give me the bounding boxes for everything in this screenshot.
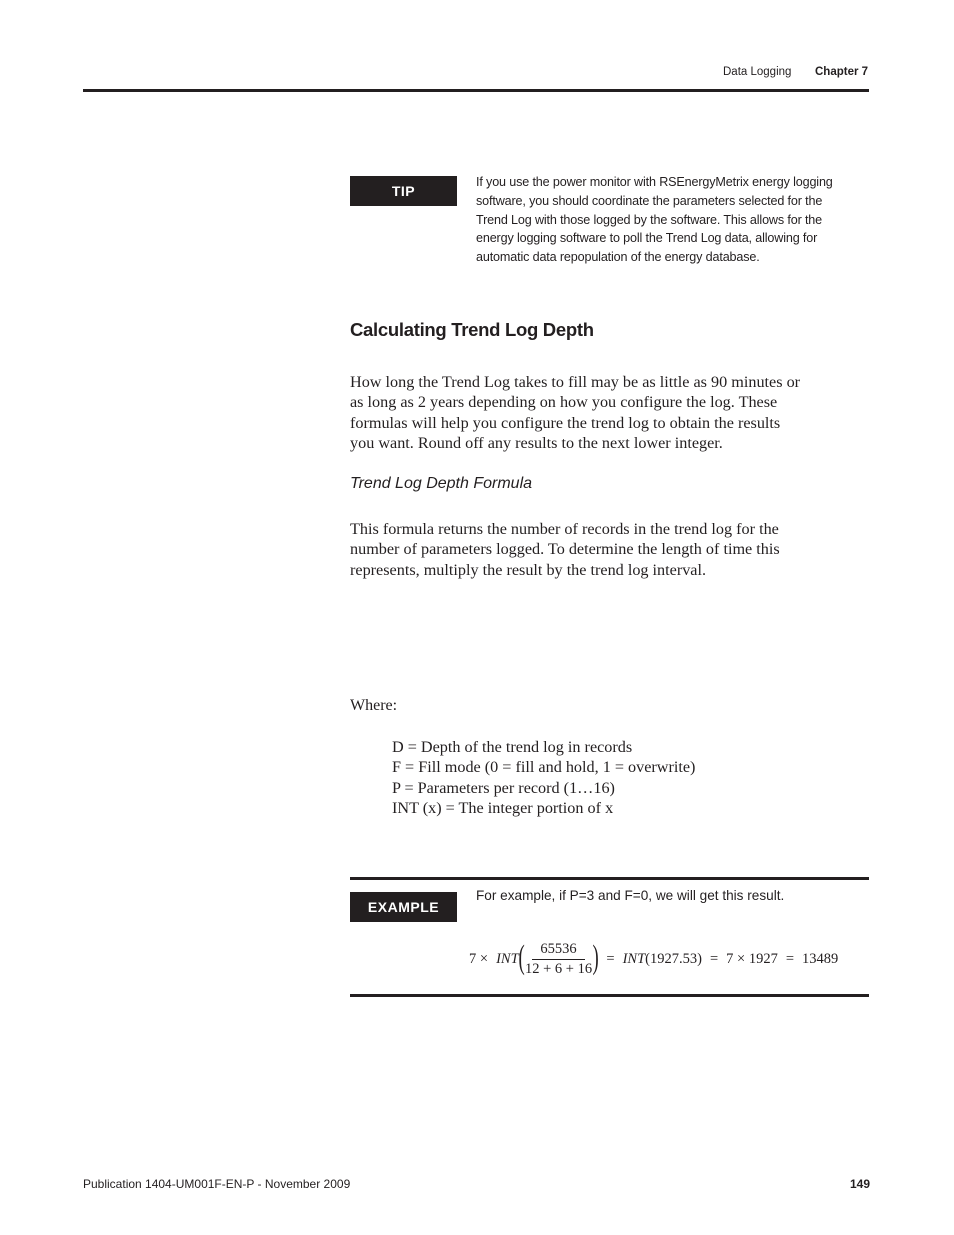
example-text: For example, if P=3 and F=0, we will get this result.	[476, 888, 785, 903]
formula-subheading: Trend Log Depth Formula	[350, 475, 533, 492]
definition-item: F = Fill mode (0 = fill and hold, 1 = overwrite)	[392, 758, 696, 777]
paragraph-line: This formula returns the number of records in the trend log for the	[350, 520, 779, 538]
formula-func: INT	[496, 950, 519, 967]
definition-item: P = Parameters per record (1…16)	[392, 778, 615, 797]
formula-step: 7 × 1927	[726, 950, 778, 967]
example-label	[350, 892, 457, 922]
formula-fraction	[525, 941, 592, 978]
running-header-section: Data Logging	[723, 66, 792, 78]
tip-line: automatic data repopulation of the energy database.	[476, 250, 760, 265]
fraction-denominator: 12 + 6 + 16	[524, 960, 593, 977]
formula-value: (1927.53)	[645, 950, 702, 967]
definitions-list	[392, 737, 695, 818]
tip-line: Trend Log with those logged by the software. This allows for the	[476, 212, 823, 227]
definition-item: D = Depth of the trend log in records	[392, 738, 633, 756]
formula-description	[350, 519, 870, 580]
paragraph-line: How long the Trend Log takes to fill may be as little as 90 minutes or	[350, 373, 801, 391]
tip-label-text: TIP	[391, 183, 416, 199]
fraction-numerator: 65536	[532, 941, 584, 960]
formula-lead: 7 ×	[469, 950, 489, 967]
paragraph-line: number of parameters logged. To determine the length of time this	[350, 540, 780, 559]
section-heading: Calculating Trend Log Depth	[350, 319, 594, 340]
formula-equals: =	[606, 950, 615, 967]
page-number: 149	[850, 1177, 871, 1191]
formula-result: 13489	[802, 950, 839, 967]
footer-publication: Publication 1404-UM001F-EN-P - November 2009	[83, 1177, 351, 1191]
intro-paragraph	[350, 372, 870, 453]
example-top-rule	[350, 877, 869, 880]
example-formula	[469, 938, 879, 980]
tip-text	[476, 173, 856, 267]
example-bottom-rule	[350, 994, 869, 997]
definition-item: INT (x) = The integer portion of x	[392, 798, 614, 817]
formula-equals: =	[709, 950, 719, 967]
tip-line: If you use the power monitor with RSEnergyMetrix energy logging	[476, 175, 833, 189]
header-rule	[83, 89, 869, 92]
example-label-text: EXAMPLE	[367, 899, 440, 915]
paragraph-line: represents, multiply the result by the trend log interval.	[350, 560, 707, 579]
formula-func-2: INT	[622, 950, 646, 967]
paragraph-line: as long as 2 years depending on how you configure the log. These	[350, 393, 778, 412]
tip-label	[350, 176, 457, 206]
running-header-chapter: Chapter 7	[815, 66, 869, 78]
paragraph-line: formulas will help you configure the trend log to obtain the results	[350, 413, 781, 432]
tip-line: energy logging software to poll the Trend Log data, allowing for	[476, 231, 818, 246]
left-paren-glyph: (	[518, 939, 525, 976]
right-paren-glyph: )	[592, 939, 599, 976]
where-label: Where:	[350, 697, 398, 714]
paragraph-line: you want. Round off any results to the next lower integer.	[350, 433, 723, 452]
tip-line: software, you should coordinate the parameters selected for the	[476, 193, 823, 208]
formula-equals: =	[785, 950, 795, 967]
